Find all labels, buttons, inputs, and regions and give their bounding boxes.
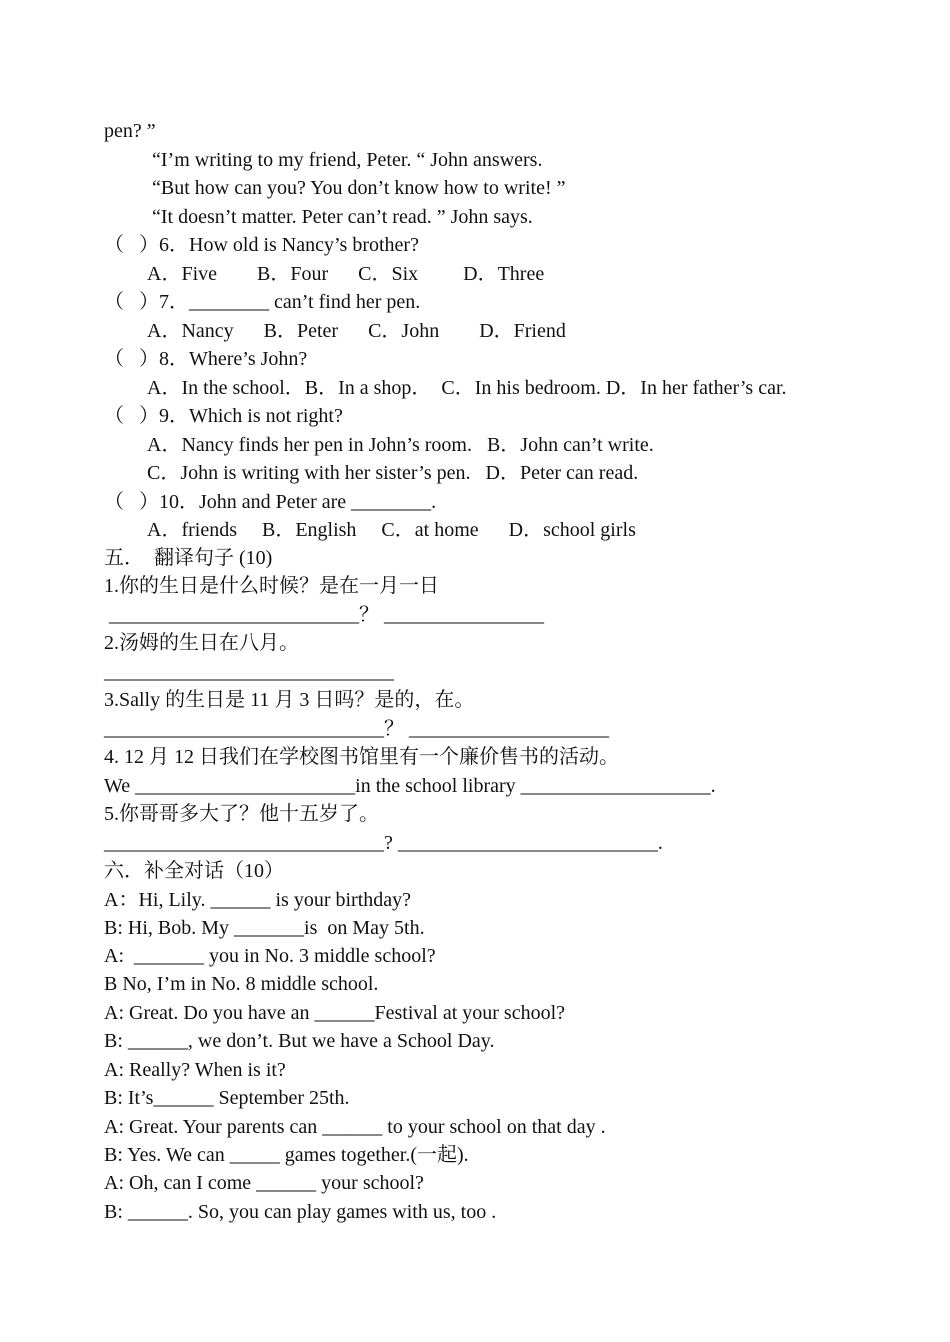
- question-8: （ ）8．Where’s John?: [104, 348, 308, 370]
- translation-prompt: 2.汤姆的生日在八月。: [104, 632, 299, 654]
- translation-prompt: 4. 12 月 12 日我们在学校图书馆里有一个廉价售书的活动。: [104, 746, 619, 768]
- dialogue-line: A: Really? When is it?: [104, 1059, 286, 1081]
- answer-blank: _________________________？ ________________: [104, 604, 544, 626]
- dialogue-line: B No, I’m in No. 8 middle school.: [104, 973, 379, 995]
- dialogue-line: B: Yes. We can _____ games together.(一起).: [104, 1144, 469, 1166]
- dialogue-line: B: ______. So, you can play games with us, too .: [104, 1201, 497, 1223]
- question-7: （ ）7．________ can’t find her pen.: [104, 291, 421, 313]
- question-9: （ ）9．Which is not right?: [104, 405, 343, 427]
- section-title: 六．补全对话（10）: [104, 860, 284, 882]
- answer-blank: ____________________________？ ____________________: [104, 718, 609, 740]
- dialogue-line: A: Great. Your parents can ______ to your school on that day .: [104, 1116, 606, 1138]
- answer-blank: ____________________________? __________________________.: [104, 832, 663, 854]
- dialogue-line: A: Oh, can I come ______ your school?: [104, 1172, 424, 1194]
- translation-prompt: 1.你的生日是什么时候？是在一月一日: [104, 575, 439, 597]
- dialogue-line: A: _______ you in No. 3 middle school?: [104, 945, 436, 967]
- dialogue-line: A: Great. Do you have an ______Festival at your school?: [104, 1002, 566, 1024]
- dialogue-line: A：Hi, Lily. ______ is your birthday?: [104, 889, 412, 911]
- question-9-options: A．Nancy finds her pen in John’s room. B．John can’t write.: [147, 434, 654, 456]
- question-10: （ ）10．John and Peter are ________.: [104, 491, 437, 513]
- answer-blank: _____________________________: [104, 661, 394, 683]
- section-title: 五． 翻译句子 (10): [104, 547, 273, 569]
- dialogue-line: B: It’s______ September 25th.: [104, 1087, 350, 1109]
- translation-prompt: 5.你哥哥多大了？他十五岁了。: [104, 803, 379, 825]
- question-8-options: A．In the school．B．In a shop． C．In his bedroom. D．In her father’s car.: [147, 377, 787, 399]
- story-line: “It doesn’t matter. Peter can’t read. ” John says.: [152, 206, 533, 228]
- question-6-options: A．Five B．Four C．Six D．Three: [147, 263, 545, 285]
- answer-blank: We ______________________in the school library ___________________.: [104, 775, 716, 797]
- story-line: “I’m writing to my friend, Peter. “ John answers.: [152, 149, 543, 171]
- question-7-options: A．Nancy B．Peter C．John D．Friend: [147, 320, 566, 342]
- translation-prompt: 3.Sally 的生日是 11 月 3 日吗？是的，在。: [104, 689, 475, 711]
- question-6: （ ）6．How old is Nancy’s brother?: [104, 234, 419, 256]
- story-line: “But how can you? You don’t know how to write! ”: [152, 177, 566, 199]
- story-line: pen? ”: [104, 120, 156, 142]
- dialogue-line: B: ______, we don’t. But we have a School Day.: [104, 1030, 495, 1052]
- question-10-options: A．friends B．English C．at home D．school girls: [147, 519, 636, 541]
- question-9-options-2: C．John is writing with her sister’s pen. D．Peter can read.: [147, 462, 639, 484]
- dialogue-line: B: Hi, Bob. My _______is on May 5th.: [104, 917, 425, 939]
